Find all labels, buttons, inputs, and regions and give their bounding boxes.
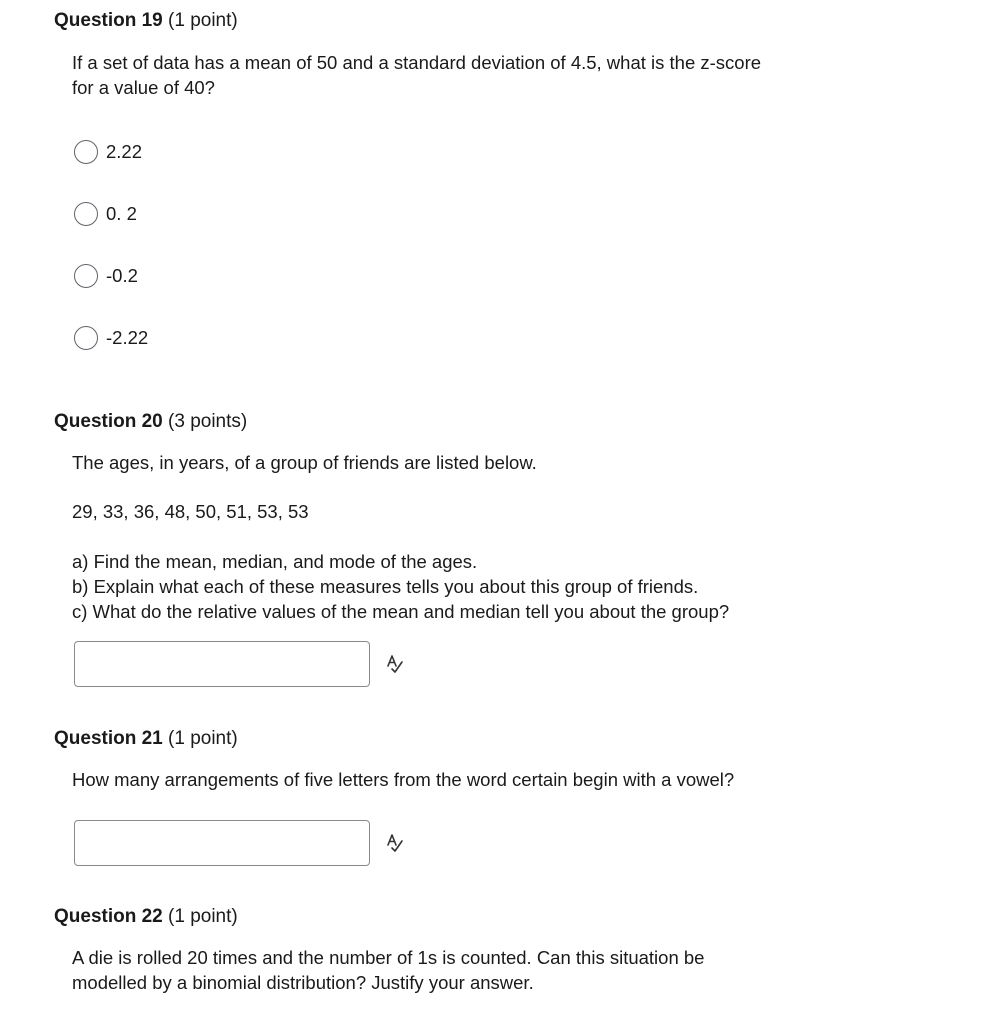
question-20-part-b: b) Explain what each of these measures tells you about this group of friends. [72, 576, 699, 597]
question-21-text [72, 767, 872, 792]
question-20-number: Question 20 [54, 411, 163, 432]
question-20-heading [54, 410, 934, 434]
question-19-points: (1 point) [168, 10, 238, 31]
question-20-parts [72, 549, 872, 624]
question-19-text [72, 50, 872, 100]
question-22-text-line-2: modelled by a binomial distribution? Justify your answer. [72, 972, 534, 993]
question-19-option-1[interactable] [74, 140, 142, 164]
spell-check-icon[interactable] [384, 653, 406, 675]
question-20-text [72, 450, 872, 475]
question-19-option-2[interactable] [74, 202, 137, 226]
question-20-data [72, 499, 872, 524]
question-20-answer-input[interactable] [74, 641, 370, 687]
option-label: -0.2 [106, 265, 138, 286]
question-21-number: Question 21 [54, 728, 163, 749]
question-21 [54, 727, 934, 790]
question-21-answer-input[interactable] [74, 820, 370, 866]
radio-button[interactable] [74, 326, 98, 350]
radio-button[interactable] [74, 140, 98, 164]
question-22-text [72, 945, 872, 995]
radio-button[interactable] [74, 202, 98, 226]
question-19-number: Question 19 [54, 10, 163, 31]
question-19 [54, 9, 934, 348]
question-20-data-list: 29, 33, 36, 48, 50, 51, 53, 53 [72, 501, 309, 522]
option-label: 0. 2 [106, 203, 137, 224]
question-20-intro: The ages, in years, of a group of friends are listed below. [72, 452, 537, 473]
question-19-text-line-1: If a set of data has a mean of 50 and a standard deviation of 4.5, what is the z-score [72, 52, 762, 73]
question-20-part-c: c) What do the relative values of the mean and median tell you about the group? [72, 601, 730, 622]
question-20-points: (3 points) [168, 411, 248, 432]
question-20 [54, 410, 934, 622]
option-label: 2.22 [106, 141, 143, 162]
question-19-option-4[interactable] [74, 326, 148, 350]
question-21-heading [54, 727, 934, 751]
question-22-points: (1 point) [168, 906, 238, 927]
question-20-part-a: a) Find the mean, median, and mode of the ages. [72, 551, 478, 572]
question-19-heading [54, 9, 934, 33]
question-22-number: Question 22 [54, 906, 163, 927]
question-19-option-3[interactable] [74, 264, 138, 288]
question-21-points: (1 point) [168, 728, 238, 749]
question-19-text-line-2: for a value of 40? [72, 77, 215, 98]
question-21-text-line: How many arrangements of five letters from the word certain begin with a vowel? [72, 769, 735, 790]
radio-button[interactable] [74, 264, 98, 288]
question-22 [54, 905, 934, 993]
option-label: -2.22 [106, 327, 149, 348]
question-22-text-line-1: A die is rolled 20 times and the number of 1s is counted. Can this situation be [72, 947, 705, 968]
spell-check-icon[interactable] [384, 832, 406, 854]
question-22-heading [54, 905, 934, 929]
